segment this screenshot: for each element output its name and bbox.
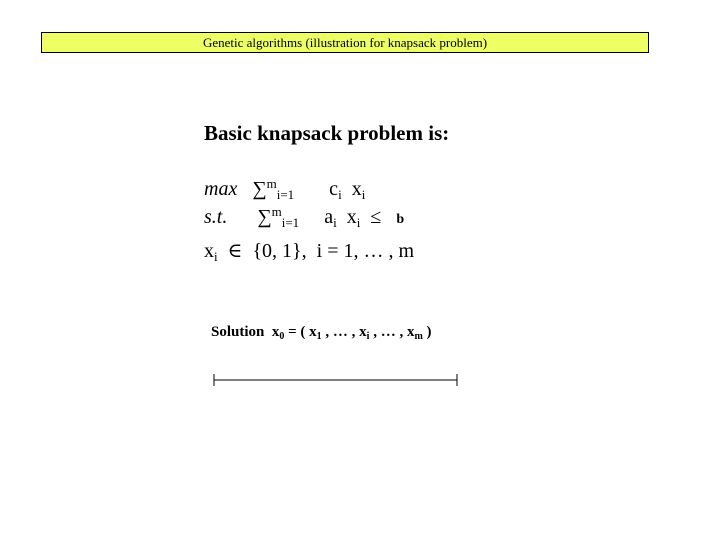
x-sub: i <box>361 187 366 202</box>
st-label: s.t. <box>204 206 228 228</box>
sigma-sup: m <box>266 176 277 191</box>
max-label: max <box>204 178 238 200</box>
b-var: b <box>396 212 405 227</box>
le-symbol: ≤ <box>370 206 382 228</box>
eq-open: = ( x <box>288 324 317 340</box>
header-title: Genetic algorithms (illustration for knapsack problem) <box>202 34 488 50</box>
solution-segment <box>213 372 459 388</box>
x-var: x <box>351 178 362 200</box>
solution-label: Solution <box>211 324 265 340</box>
xi-sub: i <box>366 331 370 342</box>
a-var: a <box>324 206 334 228</box>
x0-sub: 0 <box>279 331 285 342</box>
sigma-symbol: ∑ <box>257 206 272 228</box>
xm-sub: m <box>414 331 423 342</box>
x-var: x <box>204 240 214 262</box>
sigma-symbol: ∑ <box>252 178 267 200</box>
ellipsis-2: , … , x <box>373 324 415 340</box>
problem-heading: Basic knapsack problem is: <box>204 121 450 145</box>
sigma-sup: m <box>271 204 282 219</box>
c-sub: i <box>338 187 342 202</box>
x1-sub: 1 <box>316 331 322 342</box>
c-var: c <box>329 178 339 200</box>
sigma-sub: i=1 <box>281 215 300 230</box>
x-sub: i <box>214 249 218 264</box>
in-symbol: ∈ <box>227 240 243 262</box>
sigma-sub: i=1 <box>276 187 295 202</box>
domain-line <box>204 238 414 265</box>
index-range: i = 1, … , m <box>316 240 415 262</box>
x-sub: i <box>356 215 361 230</box>
x0-var: x <box>271 324 280 340</box>
objective-line <box>204 176 365 203</box>
constraint-line <box>204 204 404 231</box>
ellipsis-1: , … , x <box>325 324 367 340</box>
slide-header <box>41 32 649 53</box>
x-var: x <box>346 206 357 228</box>
solution-line <box>211 324 432 342</box>
binary-set: {0, 1}, <box>252 240 307 262</box>
a-sub: i <box>333 215 337 230</box>
paren-close: ) <box>426 324 432 340</box>
